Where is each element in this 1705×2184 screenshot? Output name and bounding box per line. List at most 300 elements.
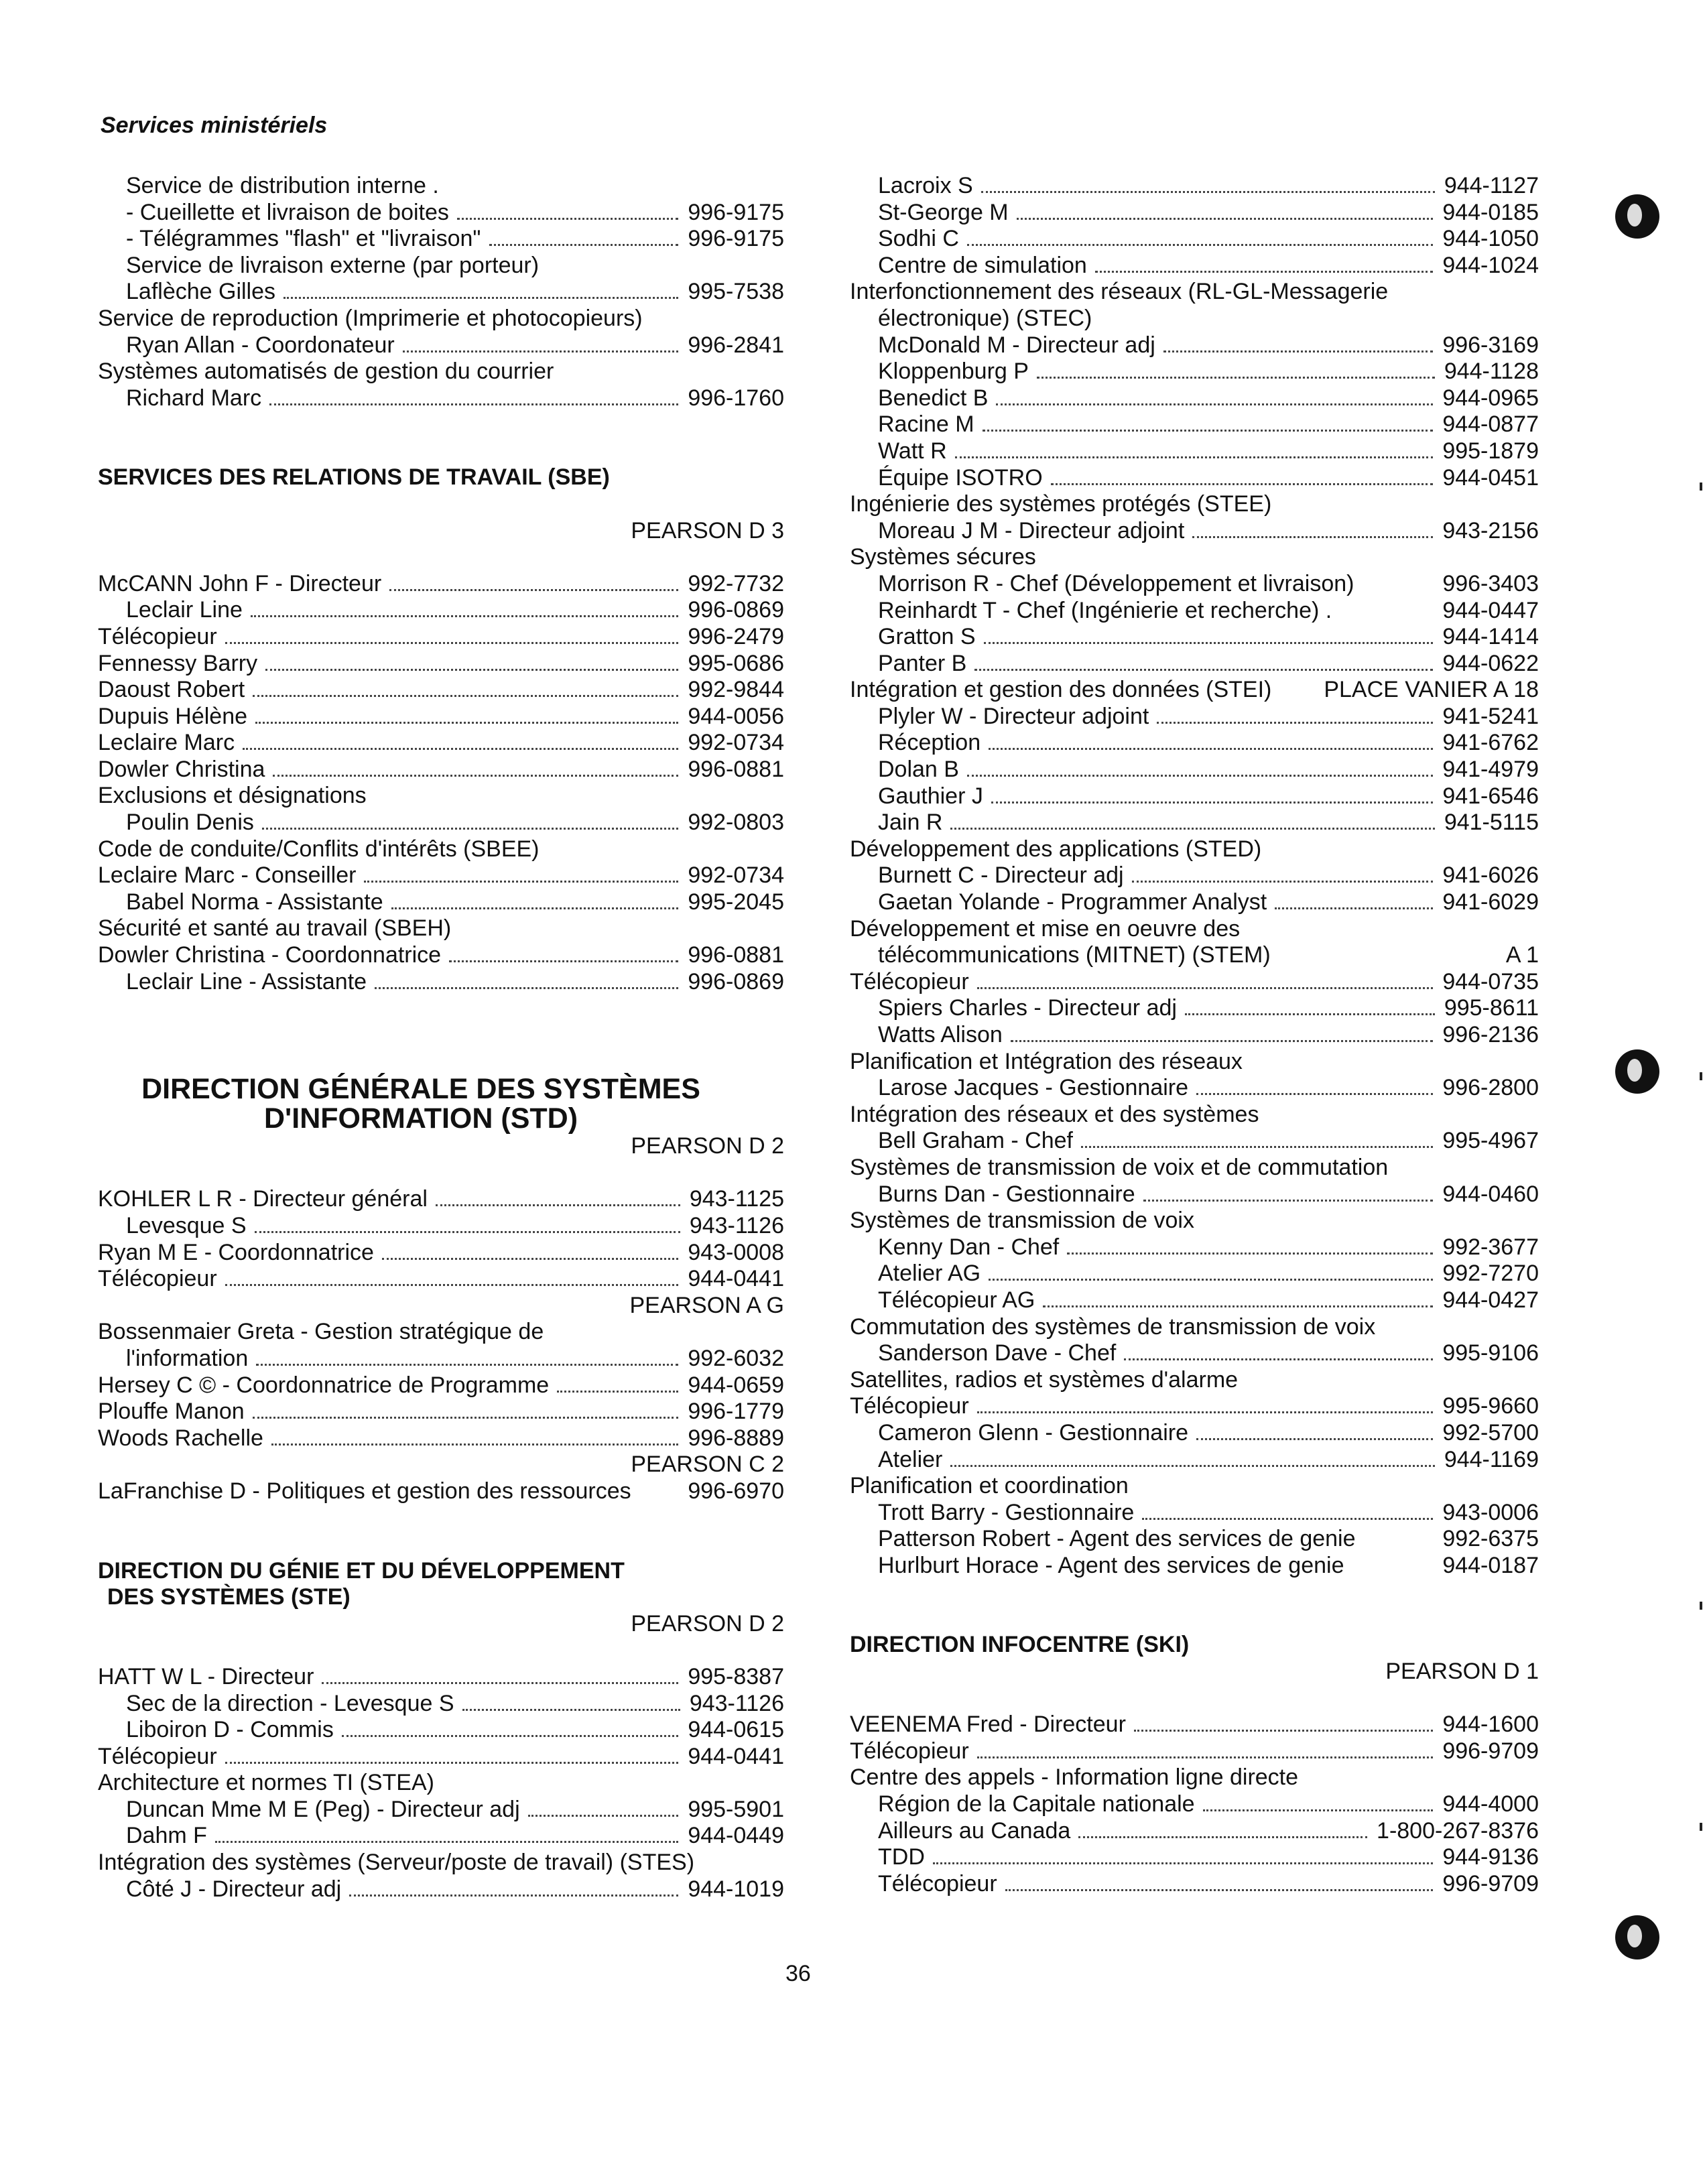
directory-entry <box>850 1712 1539 1738</box>
entry-phone: 944-0622 <box>1442 650 1539 676</box>
entry-name: Centre de simulation <box>878 252 1087 278</box>
right-column <box>850 173 1539 1897</box>
entry-name: Télécopieur <box>98 623 217 649</box>
dot-leader <box>977 1756 1434 1758</box>
entry-phone: 996-9175 <box>688 199 784 225</box>
entry-phone: 941-6026 <box>1442 862 1539 889</box>
entry-phone: 941-6762 <box>1442 730 1539 756</box>
directory-entry <box>850 1871 1539 1898</box>
dot-leader <box>991 801 1433 804</box>
directory-entry <box>98 862 784 889</box>
entry-phone: 943-0008 <box>688 1239 784 1265</box>
entry-phone: 995-9106 <box>1442 1340 1539 1366</box>
scan-edge-mark <box>1700 1072 1702 1080</box>
scan-edge-mark <box>1700 483 1702 491</box>
entry-name: Dupuis Hélène <box>98 703 248 729</box>
entry-phone: 944-1127 <box>1444 173 1539 198</box>
entry-name: VEENEMA Fred - Directeur <box>850 1712 1126 1738</box>
entry-name: Larose Jacques - Gestionnaire <box>878 1075 1189 1101</box>
entry-name: Atelier AG <box>878 1261 981 1287</box>
entry-phone: 944-0427 <box>1442 1287 1539 1313</box>
entry-name: Atelier <box>878 1446 943 1472</box>
directory-entry <box>850 942 1539 969</box>
dot-leader <box>967 244 1433 246</box>
entry-phone: 941-6029 <box>1442 889 1539 915</box>
entry-phone: 996-2841 <box>688 332 784 358</box>
spacer <box>98 995 784 1074</box>
directory-subheading: Bossenmaier Greta - Gestion stratégique de <box>98 1319 544 1345</box>
entry-phone: 943-1126 <box>689 1690 784 1716</box>
dot-leader <box>1011 1040 1434 1042</box>
directory-entry <box>850 411 1539 438</box>
left-column <box>98 173 784 1903</box>
dot-leader <box>977 987 1434 989</box>
entry-phone: 996-8889 <box>688 1425 784 1451</box>
entry-phone: 944-0056 <box>688 703 784 729</box>
directory-entry <box>850 173 1539 200</box>
entry-phone: 996-1760 <box>688 385 784 411</box>
directory-entry <box>850 359 1539 385</box>
directory-entry <box>850 1022 1539 1049</box>
dot-leader <box>996 403 1433 405</box>
directory-subheading: Satellites, radios et systèmes d'alarme <box>850 1366 1239 1393</box>
directory-entry <box>98 385 784 412</box>
entry-phone: 992-0734 <box>688 730 784 756</box>
entry-name: Sanderson Dave - Chef <box>878 1340 1117 1366</box>
directory-entry <box>850 757 1539 783</box>
dot-leader <box>974 669 1433 671</box>
dot-leader <box>457 218 678 220</box>
entry-phone: 944-0449 <box>688 1823 784 1849</box>
directory-entry <box>98 1213 784 1240</box>
directory-entry <box>850 518 1539 545</box>
page-header-title: Services ministériels <box>101 113 328 138</box>
entry-name: Leclaire Marc - Conseiller <box>98 862 357 889</box>
entry-phone: 995-0686 <box>688 650 784 676</box>
directory-entry <box>850 253 1539 279</box>
directory-entry <box>98 810 784 836</box>
directory-entry <box>850 889 1539 916</box>
directory-subheading: Développement et mise en oeuvre des <box>850 915 1241 942</box>
entry-phone: 992-6375 <box>1442 1526 1539 1552</box>
directory-entry <box>850 1844 1539 1871</box>
entry-phone: 996-0881 <box>688 756 784 782</box>
directory-entry <box>98 1876 784 1903</box>
directory-subheading: Code de conduite/Conflits d'intérêts (SBEE) <box>98 836 540 862</box>
entry-name: Télécopieur AG <box>878 1287 1035 1313</box>
entry-name: Sec de la direction - Levesque S <box>126 1690 454 1716</box>
dot-leader <box>262 828 678 830</box>
entry-name: Leclair Line - Assistante <box>126 968 367 994</box>
entry-name: Intégration et gestion des données (STEI) <box>850 677 1272 703</box>
spacer <box>98 1637 784 1664</box>
directory-entry <box>850 677 1539 704</box>
entry-name: Racine M <box>878 411 974 438</box>
dot-leader <box>1067 1252 1433 1255</box>
directory-entry <box>98 651 784 678</box>
directory-entry <box>98 226 784 253</box>
dot-leader <box>1143 1200 1434 1202</box>
entry-name: Dowler Christina - Coordonnatrice <box>98 942 442 968</box>
entry-phone: 1-800-267-8376 <box>1377 1817 1539 1844</box>
entry-phone: 996-9709 <box>1442 1738 1539 1764</box>
dot-leader <box>557 1391 678 1393</box>
directory-entry <box>850 1261 1539 1287</box>
directory-entry <box>850 465 1539 492</box>
dot-leader <box>950 828 1434 830</box>
entry-phone: 944-1050 <box>1442 226 1539 252</box>
directory-entry <box>850 995 1539 1022</box>
office-location: PEARSON D 1 <box>1385 1659 1539 1685</box>
dot-leader <box>255 722 678 724</box>
entry-name: Côté J - Directeur adj <box>126 1876 342 1902</box>
dot-leader <box>265 669 678 671</box>
directory-subheading: Planification et coordination <box>850 1473 1129 1499</box>
entry-name: Levesque S <box>126 1213 247 1238</box>
entry-name: St-George M <box>878 199 1009 225</box>
entry-name: l'information <box>126 1345 249 1371</box>
entry-name: Région de la Capitale nationale <box>878 1791 1195 1817</box>
entry-phone: 941-5115 <box>1444 810 1539 836</box>
directory-subheading: Service de reproduction (Imprimerie et photocopieurs) <box>98 305 643 331</box>
entry-phone: 944-9136 <box>1442 1844 1539 1870</box>
directory-entry <box>850 1420 1539 1447</box>
dot-leader <box>389 589 678 591</box>
entry-phone: 944-0447 <box>1442 597 1539 623</box>
directory-entry <box>98 1691 784 1718</box>
dot-leader <box>253 1417 679 1419</box>
dot-leader <box>967 775 1433 777</box>
entry-name: Liboiron D - Commis <box>126 1717 334 1743</box>
scan-edge-mark <box>1700 1823 1702 1831</box>
directory-entry <box>98 279 784 306</box>
entry-phone: 944-0451 <box>1442 464 1539 491</box>
entry-phone: 944-1128 <box>1444 359 1539 385</box>
entry-phone: 944-1414 <box>1442 624 1539 650</box>
directory-entry <box>98 200 784 227</box>
directory-entry <box>850 704 1539 730</box>
entry-name: - Télégrammes "flash" et "livraison" <box>126 226 481 252</box>
entry-name: Kloppenburg P <box>878 359 1029 385</box>
directory-entry <box>98 730 784 757</box>
entry-name: Jain R <box>878 810 943 836</box>
directory-subheading: Systèmes de transmission de voix et de commutation <box>850 1154 1389 1180</box>
entry-phone: 992-0803 <box>688 810 784 836</box>
entry-name: Dahm F <box>126 1823 207 1849</box>
directory-entry <box>98 677 784 704</box>
scan-edge-mark <box>1700 1602 1702 1610</box>
entry-phone: 996-2479 <box>688 623 784 649</box>
directory-entry <box>98 571 784 598</box>
section-heading: DES SYSTÈMES (STE) <box>107 1584 351 1610</box>
dot-leader <box>989 748 1433 750</box>
entry-phone: 996-9709 <box>1442 1870 1539 1897</box>
division-title <box>98 1074 784 1133</box>
dot-leader <box>1132 881 1434 883</box>
dot-leader <box>243 748 678 750</box>
entry-name: Lacroix S <box>878 173 973 198</box>
entry-phone: 996-0869 <box>688 968 784 994</box>
entry-phone: 992-3677 <box>1442 1234 1539 1260</box>
dot-leader <box>1017 218 1434 220</box>
section-heading: SERVICES DES RELATIONS DE TRAVAIL (SBE) <box>98 464 610 491</box>
dot-leader <box>977 1411 1434 1413</box>
entry-name: Spiers Charles - Directeur adj <box>878 995 1177 1021</box>
entry-phone: 944-0460 <box>1442 1181 1539 1207</box>
directory-subheading: Service de distribution interne . <box>126 173 439 198</box>
office-location: PEARSON D 2 <box>631 1610 784 1636</box>
office-location: PEARSON D 3 <box>631 517 784 543</box>
entry-name: Réception <box>878 730 981 756</box>
dot-leader <box>1163 350 1434 352</box>
directory-subheading: Systèmes automatisés de gestion du courrier <box>98 359 554 385</box>
entry-phone: A 1 <box>1505 942 1539 968</box>
directory-entry <box>850 385 1539 412</box>
directory-subheading: Centre des appels - Information ligne directe <box>850 1764 1299 1791</box>
directory-entry <box>850 810 1539 836</box>
section-heading: DIRECTION INFOCENTRE (SKI) <box>850 1632 1190 1658</box>
dot-leader <box>382 1258 678 1260</box>
entry-name: KOHLER L R - Directeur général <box>98 1186 428 1212</box>
entry-name: Dowler Christina <box>98 756 265 782</box>
entry-phone: 995-9660 <box>1442 1393 1539 1419</box>
entry-name: Gaetan Yolande - Programmer Analyst <box>878 889 1267 915</box>
entry-phone: 944-0965 <box>1442 385 1539 411</box>
dot-leader <box>489 244 679 246</box>
entry-name: Ryan Allan - Coordonateur <box>126 332 395 358</box>
entry-name: Burnett C - Directeur adj <box>878 862 1124 889</box>
entry-name: Télécopieur <box>98 1266 217 1292</box>
entry-phone: 943-0006 <box>1442 1499 1539 1525</box>
entry-phone: 944-1169 <box>1444 1446 1539 1472</box>
directory-subheading: électronique) (STEC) <box>878 305 1092 331</box>
directory-entry <box>98 1823 784 1850</box>
entry-name: HATT W L - Directeur <box>98 1663 314 1689</box>
dot-leader <box>364 881 678 883</box>
directory-subheading: Intégration des systèmes (Serveur/poste de travail) (STES) <box>98 1850 695 1876</box>
dot-leader <box>1157 722 1433 724</box>
entry-name: Poulin Denis <box>126 810 254 836</box>
directory-entry <box>850 1553 1539 1580</box>
directory-entry <box>850 730 1539 757</box>
entry-phone: 996-3403 <box>1442 570 1539 596</box>
directory-subheading: Intégration des réseaux et des systèmes <box>850 1101 1259 1127</box>
dot-leader <box>950 1465 1434 1467</box>
dot-leader <box>933 1862 1433 1864</box>
entry-name: Morrison R - Chef (Développement et livraison) <box>878 570 1354 596</box>
directory-entry <box>850 598 1539 625</box>
directory-subheading: Systèmes sécures <box>850 544 1036 570</box>
dot-leader <box>528 1815 679 1817</box>
directory-entry <box>850 1181 1539 1208</box>
dot-leader <box>375 987 678 989</box>
entry-name: Patterson Robert - Agent des services de genie <box>878 1526 1356 1552</box>
entry-phone: 944-0735 <box>1442 968 1539 994</box>
directory-entry <box>98 1346 784 1372</box>
dot-leader <box>462 1709 680 1711</box>
section-heading: DIRECTION DU GÉNIE ET DU DÉVELOPPEMENT <box>98 1557 625 1584</box>
dot-leader <box>989 1279 1433 1281</box>
entry-phone: 996-6970 <box>688 1478 784 1504</box>
dot-leader <box>253 695 678 697</box>
directory-entry <box>98 332 784 359</box>
binder-hole-icon <box>1615 194 1659 239</box>
directory-entry <box>98 1717 784 1744</box>
entry-name: Télécopieur <box>850 1738 969 1764</box>
directory-entry <box>98 969 784 996</box>
dot-leader <box>349 1894 678 1897</box>
entry-phone: 944-0187 <box>1442 1552 1539 1578</box>
entry-phone: 944-0441 <box>688 1743 784 1769</box>
directory-entry <box>98 624 784 651</box>
entry-name: Hurlburt Horace - Agent des services de genie <box>878 1552 1344 1578</box>
directory-subheading: Commutation des systèmes de transmission de voix <box>850 1313 1376 1340</box>
directory-subheading: Service de livraison externe (par porteur) <box>126 252 540 278</box>
entry-phone: 996-2800 <box>1442 1075 1539 1101</box>
directory-entry <box>98 597 784 624</box>
division-title-line: DIRECTION GÉNÉRALE DES SYSTÈMES <box>141 1073 700 1106</box>
entry-name: Leclair Line <box>126 597 243 623</box>
entry-name: Ryan M E - Coordonnatrice <box>98 1239 374 1265</box>
entry-name: McDonald M - Directeur adj <box>878 332 1155 358</box>
dot-leader <box>1081 1146 1433 1148</box>
directory-entry <box>850 624 1539 651</box>
directory-entry <box>850 1340 1539 1367</box>
entry-name: Watt R <box>878 438 947 464</box>
dot-leader <box>256 1364 678 1366</box>
dot-leader <box>1192 536 1433 538</box>
entry-name: Moreau J M - Directeur adjoint <box>878 517 1185 543</box>
entry-name: Dolan B <box>878 757 959 783</box>
entry-name: - Cueillette et livraison de boites <box>126 199 449 225</box>
entry-name: LaFranchise D - Politiques et gestion des ressources <box>98 1478 631 1504</box>
entry-phone: 944-4000 <box>1442 1791 1539 1817</box>
spacer <box>850 1579 1539 1632</box>
dot-leader <box>225 642 679 644</box>
directory-entry <box>850 1447 1539 1474</box>
spacer <box>98 544 784 571</box>
dot-leader <box>403 350 679 352</box>
dot-leader <box>1196 1093 1433 1095</box>
directory-entry <box>850 783 1539 810</box>
entry-name: Plyler W - Directeur adjoint <box>878 703 1149 729</box>
directory-subheading: Systèmes de transmission de voix <box>850 1208 1194 1234</box>
entry-name: Télécopieur <box>850 968 969 994</box>
directory-entry <box>850 1526 1539 1553</box>
entry-name: Cameron Glenn - Gestionnaire <box>878 1419 1189 1446</box>
directory-entry <box>98 757 784 783</box>
directory-entry <box>98 1478 784 1505</box>
entry-name: Bell Graham - Chef <box>878 1128 1073 1154</box>
entry-phone: PLACE VANIER A 18 <box>1324 677 1539 703</box>
entry-name: Panter B <box>878 650 967 676</box>
entry-name: Télécopieur <box>98 1743 217 1769</box>
directory-entry <box>98 889 784 916</box>
entry-name: Reinhardt T - Chef (Ingénierie et recherche) . <box>878 597 1332 623</box>
entry-name: Daoust Robert <box>98 677 245 703</box>
directory-entry <box>850 651 1539 678</box>
entry-name: Sodhi C <box>878 226 959 252</box>
directory-entry <box>98 1664 784 1691</box>
entry-phone: 943-1125 <box>689 1186 784 1212</box>
entry-phone: 996-9175 <box>688 226 784 252</box>
directory-entry <box>98 1425 784 1452</box>
directory-entry <box>850 226 1539 253</box>
directory-entry <box>850 1818 1539 1845</box>
directory-subheading: Ingénierie des systèmes protégés (STEE) <box>850 491 1272 517</box>
directory-subheading: Exclusions et désignations <box>98 783 367 809</box>
entry-name: Leclaire Marc <box>98 730 235 756</box>
dot-leader <box>391 907 679 909</box>
dot-leader <box>984 642 1434 644</box>
dot-leader <box>1134 1730 1433 1732</box>
entry-phone: 944-1024 <box>1442 252 1539 278</box>
entry-phone: 944-0185 <box>1442 199 1539 225</box>
entry-name: Richard Marc <box>126 385 262 411</box>
entry-phone: 943-2156 <box>1442 517 1539 543</box>
directory-entry <box>850 1128 1539 1155</box>
entry-name: Watts Alison <box>878 1022 1003 1047</box>
dot-leader <box>1185 1013 1435 1015</box>
directory-entry <box>98 704 784 730</box>
entry-phone: 943-1126 <box>689 1213 784 1238</box>
directory-entry <box>850 1234 1539 1261</box>
entry-name: Fennessy Barry <box>98 650 258 676</box>
dot-leader <box>981 191 1435 193</box>
dot-leader <box>436 1204 680 1206</box>
directory-entry <box>850 1393 1539 1420</box>
directory-subheading: Développement des applications (STED) <box>850 836 1262 862</box>
page-number: 36 <box>785 1961 811 1986</box>
spacer <box>98 1160 784 1187</box>
dot-leader <box>255 1231 680 1233</box>
entry-phone: 996-3169 <box>1442 332 1539 358</box>
directory-entry <box>850 438 1539 465</box>
entry-phone: 944-1600 <box>1442 1712 1539 1738</box>
entry-phone: 992-5700 <box>1442 1419 1539 1446</box>
office-location: PEARSON D 2 <box>631 1133 784 1159</box>
entry-phone: 992-0734 <box>688 862 784 889</box>
entry-phone: 992-7270 <box>1442 1261 1539 1287</box>
dot-leader <box>251 615 678 617</box>
entry-name: Burns Dan - Gestionnaire <box>878 1181 1135 1207</box>
directory-entry <box>850 332 1539 359</box>
dot-leader <box>342 1735 678 1737</box>
entry-phone: 941-5241 <box>1442 703 1539 729</box>
entry-phone: 992-7732 <box>688 570 784 596</box>
directory-subheading: Sécurité et santé au travail (SBEH) <box>98 915 452 942</box>
directory-entry <box>98 1399 784 1425</box>
dot-leader <box>983 430 1434 432</box>
entry-phone: 995-7538 <box>688 279 784 305</box>
dot-leader <box>1275 907 1433 909</box>
office-location: PEARSON C 2 <box>631 1452 784 1478</box>
directory-entry <box>98 1372 784 1399</box>
entry-phone: 941-6546 <box>1442 783 1539 809</box>
entry-phone: 944-1019 <box>688 1876 784 1902</box>
dot-leader <box>1203 1809 1434 1811</box>
entry-phone: 995-1879 <box>1442 438 1539 464</box>
entry-name: Télécopieur <box>850 1393 969 1419</box>
entry-name: Kenny Dan - Chef <box>878 1234 1060 1260</box>
dot-leader <box>225 1762 679 1764</box>
dot-leader <box>1037 377 1435 379</box>
entry-name: Plouffe Manon <box>98 1399 245 1425</box>
entry-phone: 996-1779 <box>688 1399 784 1425</box>
spacer <box>850 1685 1539 1712</box>
directory-entry <box>850 1287 1539 1314</box>
entry-name: télécommunications (MITNET) (STEM) <box>878 942 1271 968</box>
